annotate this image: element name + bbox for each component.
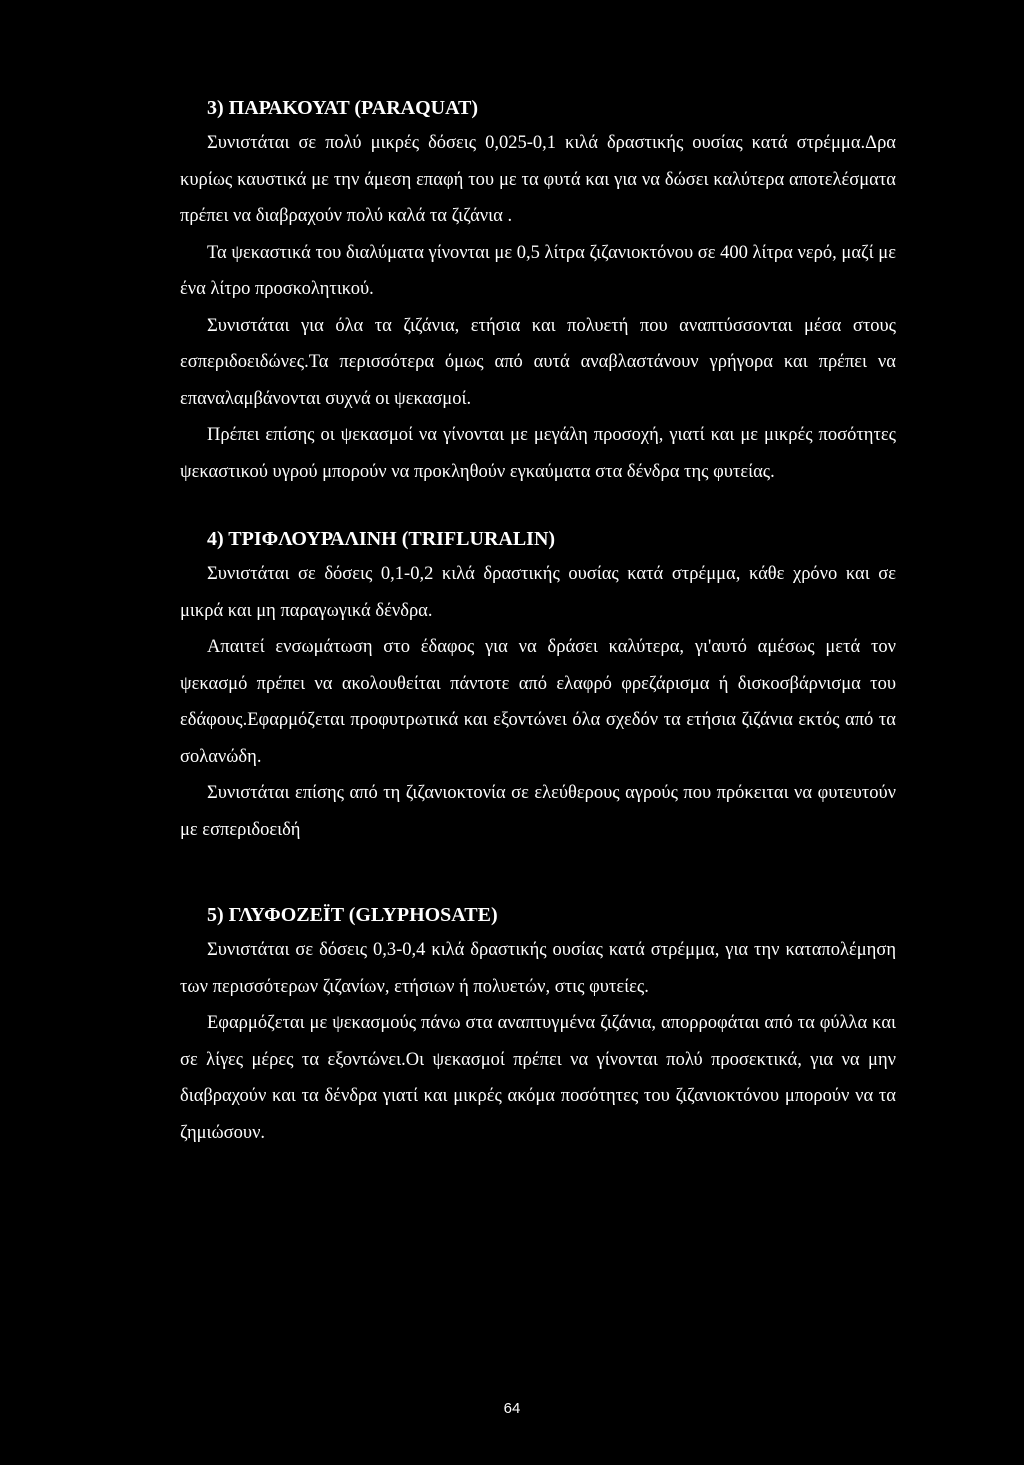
section-paraquat bbox=[180, 95, 896, 490]
paragraph: Συνιστάται για όλα τα ζιζάνια, ετήσια και πολυετή που αναπτύσσονται μέσα στους εσπεριδοειδώνες.Τα περισσότερα όμως από αυτά αναβλαστάνουν γρήγορα και πρέπει να επαναλαμβάνονται συχνά οι ψεκασμοί. bbox=[180, 315, 896, 409]
section-trifluralin bbox=[180, 526, 896, 848]
section-heading: 4) ΤΡΙΦΛΟΥΡΑΛΙΝΗ (TRIFLURALIN) bbox=[207, 528, 556, 550]
section-glyphosate bbox=[180, 902, 896, 1151]
paragraph: Εφαρμόζεται με ψεκασμούς πάνω στα αναπτυγμένα ζιζάνια, απορροφάται από τα φύλλα και σε λίγες μέρες τα εξοντώνει.Οι ψεκασμοί πρέπει να γίνονται πολύ προσεκτικά, για να μην διαβραχούν και τα δένδρα γιατί και μικρές ακόμα ποσότητες του ζιζανιοκτόνου μπορούν να τα ζημιώσουν. bbox=[180, 1013, 896, 1143]
document-page bbox=[180, 95, 896, 1151]
paragraph: Συνιστάται επίσης από τη ζιζανιοκτονία σε ελεύθερους αγρούς που πρόκειται να φυτευτούν με εσπεριδοειδή bbox=[180, 783, 896, 840]
page-number: 64 bbox=[503, 1400, 521, 1417]
paragraph: Τα ψεκαστικά του διαλύματα γίνονται με 0,5 λίτρα ζιζανιοκτόνου σε 400 λίτρα νερό, μαζί με ένα λίτρο προσκολητικού. bbox=[180, 242, 896, 299]
paragraph: Απαιτεί ενσωμάτωση στο έδαφος για να δράσει καλύτερα, γι'αυτό αμέσως μετά τον ψεκασμό πρέπει να ακολουθείται πάντοτε από ελαφρό φρεζάρισμα ή δισκοσβάρνισμα του εδάφους.Εφαρμόζεται προφυτρωτικά και εξοντώνει όλα σχεδόν τα ετήσια ζιζάνια εκτός από τα σολανώδη. bbox=[180, 637, 896, 767]
paragraph: Συνιστάται σε δόσεις 0,1-0,2 κιλά δραστικής ουσίας κατά στρέμμα, κάθε χρόνο και σε μικρά και μη παραγωγικά δένδρα. bbox=[180, 564, 896, 621]
section-heading: 5) ΓΛΥΦΟΖΕΪΤ (GLYPHOSATE) bbox=[207, 904, 498, 926]
paragraph: Πρέπει επίσης οι ψεκασμοί να γίνονται με μεγάλη προσοχή, γιατί και με μικρές ποσότητες ψεκαστικού υγρού μπορούν να προκληθούν εγκαύματα στα δένδρα της φυτείας. bbox=[180, 425, 896, 482]
section-heading: 3) ΠΑΡΑΚΟΥΑΤ (PARAQUAT) bbox=[207, 97, 479, 119]
paragraph: Συνιστάται σε δόσεις 0,3-0,4 κιλά δραστικής ουσίας κατά στρέμμα, για την καταπολέμηση των περισσότερων ζιζανίων, ετήσιων ή πολυετών, στις φυτείες. bbox=[180, 940, 896, 997]
paragraph: Συνιστάται σε πολύ μικρές δόσεις 0,025-0,1 κιλά δραστικής ουσίας κατά στρέμμα.Δρα κυρίως καυστικά με την άμεση επαφή του με τα φυτά και για να δώσει καλύτερα αποτελέσματα πρέπει να διαβραχούν πολύ καλά τα ζιζάνια . bbox=[180, 133, 896, 226]
